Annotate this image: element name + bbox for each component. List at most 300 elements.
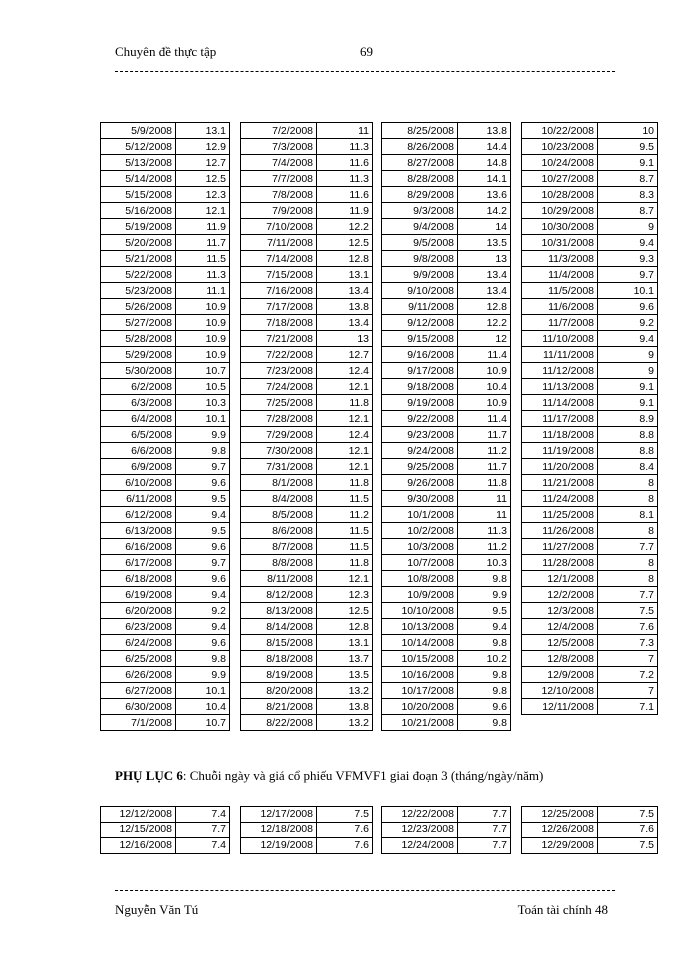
price-cell: 8.9 — [598, 411, 658, 427]
date-cell: 12/4/2008 — [522, 619, 598, 635]
table-row — [241, 807, 373, 823]
price-cell: 11.3 — [317, 171, 373, 187]
date-cell: 5/28/2008 — [101, 331, 176, 347]
date-cell: 6/6/2008 — [101, 443, 176, 459]
price-cell: 7.1 — [598, 699, 658, 715]
price-cell: 9.4 — [598, 235, 658, 251]
date-cell: 10/16/2008 — [382, 667, 458, 683]
date-cell: 6/19/2008 — [101, 587, 176, 603]
table-row — [382, 683, 511, 699]
appendix-label: PHỤ LỤC 6 — [115, 768, 183, 783]
date-cell: 10/22/2008 — [522, 123, 598, 139]
table-row — [522, 347, 658, 363]
date-cell: 5/14/2008 — [101, 171, 176, 187]
date-cell: 6/30/2008 — [101, 699, 176, 715]
table-row — [101, 283, 230, 299]
date-cell: 12/1/2008 — [522, 571, 598, 587]
table-row — [241, 347, 373, 363]
date-cell: 10/2/2008 — [382, 523, 458, 539]
price-cell: 13.1 — [317, 635, 373, 651]
price-cell: 10.5 — [176, 379, 230, 395]
price-cell: 10.1 — [176, 683, 230, 699]
date-cell: 6/5/2008 — [101, 427, 176, 443]
table-row — [241, 539, 373, 555]
date-cell: 10/1/2008 — [382, 507, 458, 523]
price-cell: 12.9 — [176, 139, 230, 155]
table-row — [522, 155, 658, 171]
price-cell: 13.7 — [317, 651, 373, 667]
price-cell: 11.3 — [317, 139, 373, 155]
table-row — [101, 822, 230, 838]
price-cell: 9.8 — [458, 715, 511, 731]
date-cell: 5/30/2008 — [101, 363, 176, 379]
table-row — [241, 571, 373, 587]
price-cell: 7.7 — [598, 539, 658, 555]
price-cell: 12.5 — [317, 603, 373, 619]
price-cell: 10.9 — [176, 331, 230, 347]
date-cell: 6/11/2008 — [101, 491, 176, 507]
price-cell: 9.9 — [176, 667, 230, 683]
date-cell: 9/17/2008 — [382, 363, 458, 379]
price-cell: 11.8 — [317, 555, 373, 571]
date-cell: 8/13/2008 — [241, 603, 317, 619]
price-cell: 9.4 — [458, 619, 511, 635]
date-cell: 9/19/2008 — [382, 395, 458, 411]
date-cell: 7/14/2008 — [241, 251, 317, 267]
price-cell: 9.1 — [598, 379, 658, 395]
table-row — [241, 523, 373, 539]
price-cell: 9.4 — [598, 331, 658, 347]
table-row — [382, 523, 511, 539]
date-cell: 5/20/2008 — [101, 235, 176, 251]
table-row — [522, 807, 658, 823]
date-cell: 5/19/2008 — [101, 219, 176, 235]
date-cell: 12/17/2008 — [241, 807, 317, 823]
date-cell: 10/7/2008 — [382, 555, 458, 571]
date-cell: 12/26/2008 — [522, 822, 598, 838]
date-cell: 7/21/2008 — [241, 331, 317, 347]
table-row — [382, 411, 511, 427]
table-row — [101, 571, 230, 587]
table-row — [241, 171, 373, 187]
price-cell: 9.8 — [458, 683, 511, 699]
date-cell: 12/5/2008 — [522, 635, 598, 651]
price-cell: 12.8 — [458, 299, 511, 315]
price-cell: 13.8 — [317, 299, 373, 315]
date-cell: 11/13/2008 — [522, 379, 598, 395]
price-cell: 13.8 — [458, 123, 511, 139]
table-row — [382, 459, 511, 475]
table-row — [241, 507, 373, 523]
table-row — [101, 251, 230, 267]
table-row — [241, 123, 373, 139]
table-row — [382, 347, 511, 363]
price-cell: 10.9 — [176, 347, 230, 363]
table-row — [382, 219, 511, 235]
price-cell: 13.6 — [458, 187, 511, 203]
price-cell: 9.9 — [176, 427, 230, 443]
date-cell: 7/18/2008 — [241, 315, 317, 331]
header-page-number: 69 — [360, 44, 373, 59]
date-cell: 8/1/2008 — [241, 475, 317, 491]
table-row — [241, 683, 373, 699]
date-cell: 12/12/2008 — [101, 807, 176, 823]
date-cell: 5/15/2008 — [101, 187, 176, 203]
price-cell: 9 — [598, 219, 658, 235]
table-row — [522, 699, 658, 715]
table-row — [241, 459, 373, 475]
table-row — [522, 443, 658, 459]
date-cell: 11/12/2008 — [522, 363, 598, 379]
date-cell: 8/5/2008 — [241, 507, 317, 523]
table-row — [101, 315, 230, 331]
price-cell: 9.7 — [598, 267, 658, 283]
date-cell: 12/23/2008 — [382, 822, 458, 838]
table-row — [241, 838, 373, 854]
date-cell: 11/20/2008 — [522, 459, 598, 475]
date-cell: 8/12/2008 — [241, 587, 317, 603]
price-cell: 13.1 — [176, 123, 230, 139]
date-cell: 7/2/2008 — [241, 123, 317, 139]
date-cell: 7/3/2008 — [241, 139, 317, 155]
price-cell: 12.1 — [317, 571, 373, 587]
date-cell: 8/4/2008 — [241, 491, 317, 507]
date-cell: 5/9/2008 — [101, 123, 176, 139]
table-row — [522, 395, 658, 411]
date-cell: 7/28/2008 — [241, 411, 317, 427]
price-column-block — [240, 806, 373, 854]
table-row — [522, 838, 658, 854]
date-cell: 9/11/2008 — [382, 299, 458, 315]
price-cell: 8 — [598, 475, 658, 491]
price-cell: 9.3 — [598, 251, 658, 267]
date-cell: 9/18/2008 — [382, 379, 458, 395]
date-cell: 7/25/2008 — [241, 395, 317, 411]
price-cell: 8 — [598, 491, 658, 507]
date-cell: 9/4/2008 — [382, 219, 458, 235]
price-cell: 8 — [598, 555, 658, 571]
table-row — [382, 715, 511, 731]
date-cell: 6/20/2008 — [101, 603, 176, 619]
price-cell: 7.7 — [458, 838, 511, 854]
date-cell: 8/20/2008 — [241, 683, 317, 699]
price-cell: 8 — [598, 523, 658, 539]
price-cell: 7.7 — [598, 587, 658, 603]
table-row — [241, 619, 373, 635]
date-cell: 10/28/2008 — [522, 187, 598, 203]
table-row — [101, 587, 230, 603]
price-cell: 14.2 — [458, 203, 511, 219]
price-column-block — [100, 122, 230, 731]
price-cell: 9.1 — [598, 155, 658, 171]
table-row — [241, 667, 373, 683]
price-cell: 11.4 — [458, 347, 511, 363]
table-row — [382, 603, 511, 619]
table-row — [101, 155, 230, 171]
price-cell: 10.9 — [176, 299, 230, 315]
price-cell: 9.5 — [598, 139, 658, 155]
price-cell: 9.9 — [458, 587, 511, 603]
table-row — [522, 251, 658, 267]
price-cell: 12.7 — [176, 155, 230, 171]
table-row — [522, 411, 658, 427]
date-cell: 11/18/2008 — [522, 427, 598, 443]
price-cell: 11.5 — [317, 491, 373, 507]
table-row — [522, 822, 658, 838]
price-cell: 9.1 — [598, 395, 658, 411]
price-cell: 12.2 — [458, 315, 511, 331]
price-cell: 13.1 — [317, 267, 373, 283]
table-row — [101, 523, 230, 539]
date-cell: 10/23/2008 — [522, 139, 598, 155]
date-cell: 7/15/2008 — [241, 267, 317, 283]
price-cell: 9.8 — [176, 651, 230, 667]
date-cell: 6/10/2008 — [101, 475, 176, 491]
date-cell: 9/26/2008 — [382, 475, 458, 491]
table-row — [382, 187, 511, 203]
date-cell: 6/4/2008 — [101, 411, 176, 427]
table-row — [101, 699, 230, 715]
price-cell: 9.4 — [176, 619, 230, 635]
date-cell: 7/1/2008 — [101, 715, 176, 731]
price-cell: 11.2 — [317, 507, 373, 523]
price-cell: 11.7 — [458, 427, 511, 443]
date-cell: 11/17/2008 — [522, 411, 598, 427]
price-cell: 11.4 — [458, 411, 511, 427]
date-cell: 5/12/2008 — [101, 139, 176, 155]
price-cell: 11.9 — [176, 219, 230, 235]
date-cell: 6/24/2008 — [101, 635, 176, 651]
table-row — [522, 587, 658, 603]
table-row — [382, 491, 511, 507]
table-row — [382, 635, 511, 651]
price-cell: 9.8 — [176, 443, 230, 459]
table-row — [382, 475, 511, 491]
table-row — [382, 807, 511, 823]
price-cell: 11.3 — [176, 267, 230, 283]
price-cell: 7 — [598, 683, 658, 699]
appendix-caption — [115, 768, 675, 784]
date-cell: 6/27/2008 — [101, 683, 176, 699]
price-cell: 11.5 — [317, 523, 373, 539]
date-cell: 7/9/2008 — [241, 203, 317, 219]
price-cell: 12.1 — [317, 459, 373, 475]
price-cell: 7.5 — [598, 838, 658, 854]
table-row — [382, 427, 511, 443]
price-cell: 9.6 — [458, 699, 511, 715]
price-cell: 8.8 — [598, 427, 658, 443]
price-cell: 12.1 — [317, 411, 373, 427]
date-cell: 10/31/2008 — [522, 235, 598, 251]
price-cell: 10.7 — [176, 715, 230, 731]
price-cell: 9 — [598, 363, 658, 379]
table-row — [241, 587, 373, 603]
price-cell: 13.4 — [458, 267, 511, 283]
price-cell: 10.9 — [176, 315, 230, 331]
date-cell: 9/23/2008 — [382, 427, 458, 443]
date-cell: 10/14/2008 — [382, 635, 458, 651]
table-row — [241, 187, 373, 203]
date-cell: 6/12/2008 — [101, 507, 176, 523]
table-row — [101, 507, 230, 523]
table-row — [241, 203, 373, 219]
date-cell: 12/11/2008 — [522, 699, 598, 715]
price-cell: 9.4 — [176, 587, 230, 603]
price-cell: 7.4 — [176, 807, 230, 823]
table-row — [522, 507, 658, 523]
table-row — [101, 635, 230, 651]
date-cell: 11/4/2008 — [522, 267, 598, 283]
table-row — [522, 379, 658, 395]
price-cell: 8.3 — [598, 187, 658, 203]
table-row — [522, 619, 658, 635]
table-row — [522, 651, 658, 667]
table-row — [101, 395, 230, 411]
date-cell: 5/16/2008 — [101, 203, 176, 219]
price-cell: 12.1 — [317, 443, 373, 459]
table-row — [522, 523, 658, 539]
table-row — [101, 123, 230, 139]
table-row — [241, 139, 373, 155]
price-cell: 9.8 — [458, 571, 511, 587]
table-row — [101, 427, 230, 443]
price-cell: 12.3 — [176, 187, 230, 203]
date-cell: 8/29/2008 — [382, 187, 458, 203]
date-cell: 12/22/2008 — [382, 807, 458, 823]
table-row — [522, 187, 658, 203]
price-cell: 11.2 — [458, 443, 511, 459]
price-cell: 12.5 — [176, 171, 230, 187]
table-row — [241, 427, 373, 443]
date-cell: 10/13/2008 — [382, 619, 458, 635]
price-cell: 11.7 — [176, 235, 230, 251]
date-cell: 11/24/2008 — [522, 491, 598, 507]
date-cell: 7/10/2008 — [241, 219, 317, 235]
table-row — [241, 331, 373, 347]
date-cell: 9/25/2008 — [382, 459, 458, 475]
price-cell: 7.7 — [458, 807, 511, 823]
date-cell: 9/15/2008 — [382, 331, 458, 347]
table-row — [522, 267, 658, 283]
table-row — [382, 699, 511, 715]
price-cell: 10.9 — [458, 363, 511, 379]
date-cell: 11/11/2008 — [522, 347, 598, 363]
table-row — [241, 715, 373, 731]
date-cell: 6/9/2008 — [101, 459, 176, 475]
table-row — [241, 635, 373, 651]
date-cell: 11/3/2008 — [522, 251, 598, 267]
price-cell: 12.1 — [176, 203, 230, 219]
price-cell: 12.1 — [317, 379, 373, 395]
date-cell: 12/19/2008 — [241, 838, 317, 854]
price-cell: 7.7 — [458, 822, 511, 838]
date-cell: 8/6/2008 — [241, 523, 317, 539]
table-row — [241, 395, 373, 411]
table-row — [382, 203, 511, 219]
date-cell: 7/8/2008 — [241, 187, 317, 203]
date-cell: 6/13/2008 — [101, 523, 176, 539]
date-cell: 8/18/2008 — [241, 651, 317, 667]
price-cell: 14.4 — [458, 139, 511, 155]
price-cell: 7.4 — [176, 838, 230, 854]
date-cell: 10/17/2008 — [382, 683, 458, 699]
price-cell: 7.5 — [598, 807, 658, 823]
table-row — [101, 267, 230, 283]
price-cell: 9.2 — [176, 603, 230, 619]
date-cell: 7/16/2008 — [241, 283, 317, 299]
date-cell: 5/21/2008 — [101, 251, 176, 267]
price-cell: 9.7 — [176, 555, 230, 571]
table-row — [382, 443, 511, 459]
appendix-caption-text: : Chuỗi ngày và giá cổ phiếu VFMVF1 giai đoạn 3 (tháng/ngày/năm) — [182, 768, 544, 783]
page-header — [115, 44, 615, 66]
price-cell: 10.9 — [458, 395, 511, 411]
table-row — [522, 555, 658, 571]
price-cell: 8.7 — [598, 203, 658, 219]
table-row — [382, 315, 511, 331]
date-cell: 7/11/2008 — [241, 235, 317, 251]
price-cell: 12.4 — [317, 363, 373, 379]
date-cell: 10/8/2008 — [382, 571, 458, 587]
date-cell: 5/23/2008 — [101, 283, 176, 299]
price-cell: 7.6 — [598, 619, 658, 635]
table-row — [522, 491, 658, 507]
table-row — [101, 379, 230, 395]
price-cell: 12 — [458, 331, 511, 347]
date-cell: 7/31/2008 — [241, 459, 317, 475]
table-row — [382, 139, 511, 155]
date-cell: 6/3/2008 — [101, 395, 176, 411]
price-cell: 7.7 — [176, 822, 230, 838]
date-cell: 9/10/2008 — [382, 283, 458, 299]
date-cell: 8/22/2008 — [241, 715, 317, 731]
table-row — [382, 838, 511, 854]
date-cell: 12/18/2008 — [241, 822, 317, 838]
date-cell: 8/19/2008 — [241, 667, 317, 683]
footer-author: Nguyễn Văn Tú — [115, 902, 199, 917]
date-cell: 10/15/2008 — [382, 651, 458, 667]
date-cell: 7/30/2008 — [241, 443, 317, 459]
price-cell: 12.5 — [317, 235, 373, 251]
price-cell: 7.2 — [598, 667, 658, 683]
table-row — [101, 715, 230, 731]
price-cell: 10.7 — [176, 363, 230, 379]
table-row — [522, 331, 658, 347]
price-cell: 9.5 — [176, 523, 230, 539]
price-cell: 12.2 — [317, 219, 373, 235]
price-cell: 8 — [598, 571, 658, 587]
table-row — [101, 411, 230, 427]
price-cell: 7.5 — [317, 807, 373, 823]
date-cell: 10/3/2008 — [382, 539, 458, 555]
table-row — [382, 619, 511, 635]
price-cell: 11 — [458, 491, 511, 507]
date-cell: 10/24/2008 — [522, 155, 598, 171]
date-cell: 12/3/2008 — [522, 603, 598, 619]
date-cell: 5/29/2008 — [101, 347, 176, 363]
table-row — [522, 571, 658, 587]
table-row — [382, 822, 511, 838]
price-cell: 9.2 — [598, 315, 658, 331]
price-cell: 10.1 — [598, 283, 658, 299]
table-row — [241, 267, 373, 283]
table-row — [101, 475, 230, 491]
table-row — [382, 507, 511, 523]
table-row — [101, 347, 230, 363]
table-row — [522, 299, 658, 315]
table-row — [101, 299, 230, 315]
date-cell: 9/8/2008 — [382, 251, 458, 267]
